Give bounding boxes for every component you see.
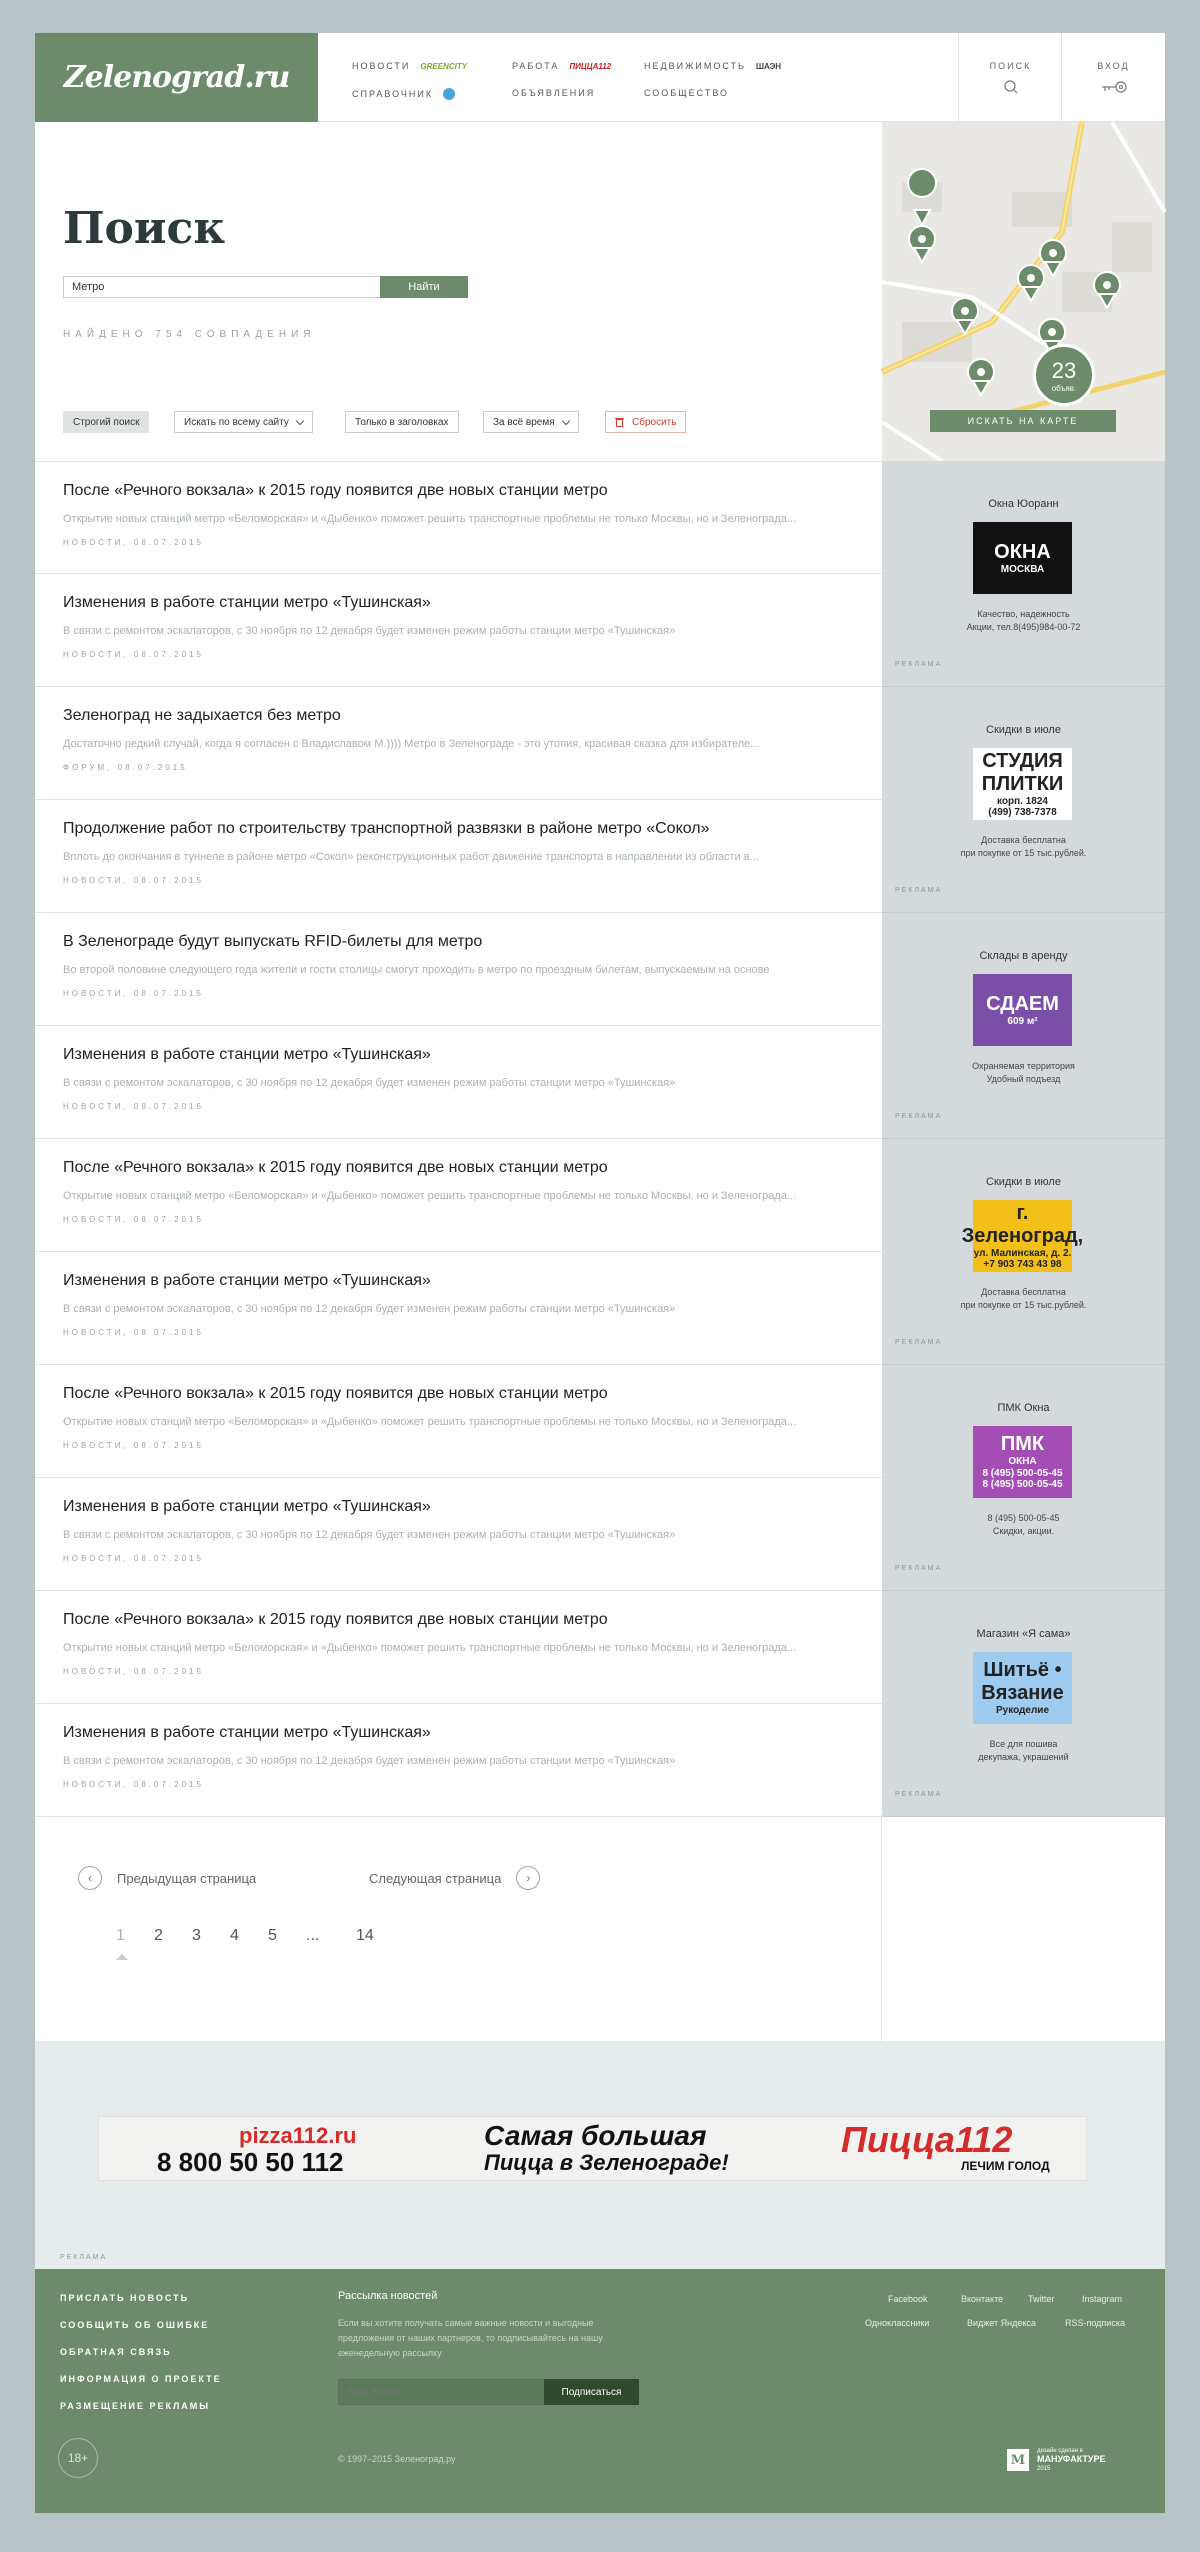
ad-label: РЕКЛАМА <box>895 1565 943 1572</box>
result-snippet: В связи с ремонтом эскалаторов, с 30 ноября по 12 декабря будет изменен режим работы станции метро «Тушинская» <box>63 1077 676 1089</box>
nav-ads-label: ОБЪЯВЛЕНИЯ <box>512 88 596 98</box>
period-select[interactable] <box>483 411 579 433</box>
footer-link[interactable]: ИНФОРМАЦИЯ О ПРОЕКТЕ <box>60 2374 222 2384</box>
pagination <box>35 1814 882 2041</box>
ad-image[interactable] <box>973 1426 1072 1498</box>
page-number[interactable]: 3 <box>192 1927 201 1944</box>
result-meta: НОВОСТИ, 08.07.2015 <box>63 1215 204 1224</box>
page <box>35 33 1165 2513</box>
results-map[interactable] <box>882 122 1165 461</box>
search-result[interactable] <box>35 1365 882 1478</box>
ad-image-text: 609 м² <box>1007 1015 1038 1027</box>
chevron-down-icon <box>296 416 304 424</box>
nav-realty-label: НЕДВИЖИМОСТЬ <box>644 61 746 71</box>
ads-sidebar <box>882 461 1165 1817</box>
search-result[interactable] <box>35 1478 882 1591</box>
result-snippet: В связи с ремонтом эскалаторов, с 30 ноября по 12 декабря будет изменен режим работы станции метро «Тушинская» <box>63 1529 676 1541</box>
banner-brand-sub: ЛЕЧИМ ГОЛОД <box>961 2159 1050 2173</box>
ad-image-text: Рукоделие <box>995 1705 1050 1717</box>
social-facebook[interactable]: Facebook <box>888 2294 928 2304</box>
result-title-link[interactable]: После «Речного вокзала» к 2015 году появится две новых станции метро <box>63 1611 608 1628</box>
yandex-widget-link[interactable]: Виджет Яндекса <box>967 2318 1036 2328</box>
copyright: © 1997–2015 Зеленоград.ру <box>338 2454 456 2464</box>
sidebar-ad[interactable] <box>882 913 1165 1139</box>
banner-phone: 8 800 50 50 112 <box>157 2147 344 2177</box>
result-title-link[interactable]: В Зеленограде будут выпускать RFID-билеты для метро <box>63 933 483 950</box>
footer-links <box>60 2293 222 2411</box>
nav-community-label: СООБЩЕСТВО <box>644 88 730 98</box>
banner-ad-label: РЕКЛАМА <box>60 2254 108 2261</box>
banner-slogan-1: Самая большая <box>484 2120 707 2151</box>
result-meta: НОВОСТИ, 08.07.2015 <box>63 1441 204 1450</box>
chevron-down-icon <box>561 416 569 424</box>
result-snippet: Вплоть до окончания в туннеле в районе метро «Сокол» реконструкционных работ движение транспорта в направлении из области в... <box>63 851 759 863</box>
page-title: Поиск <box>63 203 226 254</box>
newsletter-title: Рассылка новостей <box>338 2290 438 2302</box>
nav-community[interactable] <box>644 88 729 98</box>
maker-logo-icon: M <box>1007 2449 1029 2471</box>
ad-image-text: СТУДИЯ ПЛИТКИ <box>981 749 1064 795</box>
ad-description: Качество, надежность Акции, тел.8(495)984-00-72 <box>966 609 1081 632</box>
ad-title: Магазин «Я сама» <box>976 1628 1071 1640</box>
site-logo[interactable] <box>35 33 318 122</box>
age-rating-badge: 18+ <box>58 2438 98 2478</box>
subscribe-button[interactable]: Подписаться <box>544 2379 639 2405</box>
banner-zone <box>35 2041 1165 2269</box>
ad-description: Доставка бесплатна при покупке от 15 тыс.рублей. <box>960 835 1087 858</box>
directory-icon <box>443 88 455 100</box>
titles-only-label: Только в заголовках <box>355 416 449 428</box>
header-search-label: ПОИСК <box>989 60 1032 71</box>
result-snippet: Во второй половине следующего года жители и гости столицы смогут проходить в метро по проездным билетам, выпускаемым на основе <box>63 964 770 976</box>
result-meta: НОВОСТИ, 08.07.2015 <box>63 1667 204 1676</box>
result-title-link[interactable]: После «Речного вокзала» к 2015 году появится две новых станции метро <box>63 1385 608 1402</box>
shaen-tag: ШАЭН <box>755 61 782 71</box>
titles-only-toggle[interactable] <box>345 411 459 433</box>
ad-image[interactable] <box>961 1200 1084 1272</box>
nav-jobs-label: РАБОТА <box>512 61 560 71</box>
strict-search-label: Строгий поиск <box>73 416 140 428</box>
search-result[interactable] <box>35 800 882 913</box>
result-title-link[interactable]: Изменения в работе станции метро «Тушинская» <box>63 1046 431 1063</box>
ad-description: Все для пошива декупажа, украшений <box>978 1739 1069 1762</box>
maker-pre: дизайн сделан в <box>1037 2448 1083 2454</box>
ad-image-text: СДАЕМ <box>986 992 1059 1015</box>
maker-credit[interactable] <box>1007 2447 1106 2473</box>
maker-name: МАНУФАКТУРЕ <box>1037 2454 1106 2464</box>
result-meta: НОВОСТИ, 08.07.2015 <box>63 1554 204 1563</box>
ad-image[interactable] <box>973 974 1072 1046</box>
prev-page-label: Предыдущая страница <box>117 1870 257 1886</box>
trash-icon <box>615 417 624 427</box>
page-number[interactable]: 1 <box>116 1927 125 1944</box>
footer-link[interactable]: РАЗМЕЩЕНИЕ РЕКЛАМЫ <box>60 2401 211 2411</box>
social-twitter[interactable]: Twitter <box>1028 2294 1055 2304</box>
ad-label: РЕКЛАМА <box>895 1339 943 1346</box>
nav-realty[interactable] <box>644 61 781 71</box>
page-number[interactable]: 2 <box>154 1927 163 1944</box>
result-title-link[interactable]: После «Речного вокзала» к 2015 году появится две новых станции метро <box>63 1159 608 1176</box>
ad-label: РЕКЛАМА <box>895 661 943 668</box>
search-on-map-button[interactable]: ИСКАТЬ НА КАРТЕ <box>930 410 1116 432</box>
ad-image-text: ПМК <box>1000 1433 1045 1456</box>
reset-label: Сбросить <box>632 416 677 428</box>
sidebar-ad[interactable] <box>882 687 1165 913</box>
nav-directory[interactable] <box>352 88 455 100</box>
results-count: НАЙДЕНО 754 СОВПАДЕНИЯ <box>63 329 316 340</box>
greencity-tag: GREENCITY <box>420 61 468 71</box>
ad-title: Скидки в июле <box>986 724 1061 736</box>
strict-search-toggle[interactable] <box>63 411 149 433</box>
sidebar-ad[interactable] <box>882 461 1165 687</box>
ad-image-text: МОСКВА <box>1000 563 1045 575</box>
ad-title: Склады в аренду <box>979 950 1068 962</box>
result-meta: НОВОСТИ, 08.07.2015 <box>63 538 204 547</box>
reset-button[interactable] <box>605 411 686 433</box>
page-number[interactable]: 14 <box>356 1927 374 1944</box>
ad-image-text: ул. Малинская, д. 2. <box>973 1247 1072 1259</box>
rss-link[interactable]: RSS-подписка <box>1065 2318 1125 2328</box>
ad-image-text: корп. 1824 <box>997 795 1048 807</box>
footer <box>35 2269 1165 2513</box>
search-icon <box>1003 79 1019 95</box>
result-snippet: В связи с ремонтом эскалаторов, с 30 ноября по 12 декабря будет изменен режим работы станции метро «Тушинская» <box>63 1755 676 1767</box>
ad-image-text: +7 903 743 43 98 <box>983 1259 1062 1270</box>
results-list <box>35 461 882 1817</box>
result-snippet: Открытие новых станций метро «Беломорская» и «Дыбенко» поможет решить транспортные проблемы не только Москвы, но и Зеленограда... <box>63 513 797 525</box>
map-count-badge[interactable] <box>1033 344 1095 406</box>
result-snippet: Открытие новых станций метро «Беломорская» и «Дыбенко» поможет решить транспортные проблемы не только Москвы, но и Зеленограда... <box>63 1642 797 1654</box>
result-snippet: В связи с ремонтом эскалаторов, с 30 ноября по 12 декабря будет изменен режим работы станции метро «Тушинская» <box>63 625 676 637</box>
result-meta: НОВОСТИ, 08.07.2015 <box>63 989 204 998</box>
search-result[interactable] <box>35 1026 882 1139</box>
ad-description: 8 (495) 500-05-45 Скидки, акции. <box>987 1513 1060 1536</box>
social-odnoklassniki[interactable]: Одноклассники <box>865 2318 930 2328</box>
social-vkontakte[interactable]: Вконтакте <box>961 2294 1004 2304</box>
ad-image[interactable] <box>973 1652 1072 1724</box>
prev-page-link[interactable] <box>78 1866 256 1890</box>
maker-text <box>1037 2447 1106 2473</box>
ad-image-text: 8 (495) 500-05-45 <box>982 1479 1063 1491</box>
newsletter-email-input[interactable] <box>338 2379 545 2405</box>
result-snippet: Открытие новых станций метро «Беломорская» и «Дыбенко» поможет решить транспортные проблемы не только Москвы, но и Зеленограда... <box>63 1190 797 1202</box>
header-login[interactable] <box>1061 33 1165 122</box>
nav-news[interactable] <box>352 61 467 71</box>
footer-link[interactable]: ОБРАТНАЯ СВЯЗЬ <box>60 2347 172 2357</box>
search-result[interactable] <box>35 1704 882 1817</box>
result-title-link[interactable]: После «Речного вокзала» к 2015 году появится две новых станции метро <box>63 482 608 499</box>
page-ellipsis: ... <box>306 1927 320 1944</box>
next-page-link[interactable] <box>369 1866 540 1890</box>
sidebar-ad[interactable] <box>882 1139 1165 1365</box>
page-number[interactable]: 5 <box>268 1927 277 1944</box>
footer-link[interactable]: ПРИСЛАТЬ НОВОСТЬ <box>60 2293 190 2303</box>
page-numbers <box>116 1927 394 1945</box>
search-result[interactable] <box>35 574 882 687</box>
nav-directory-label: СПРАВОЧНИК <box>352 89 434 99</box>
ad-image-text: 8 (495) 500-05-45 <box>982 1467 1063 1479</box>
nav-ads[interactable] <box>512 88 595 98</box>
result-meta: НОВОСТИ, 08.07.2015 <box>63 1328 204 1337</box>
result-meta: НОВОСТИ, 08.07.2015 <box>63 650 204 659</box>
result-title-link[interactable]: Зеленоград не задыхается без метро <box>63 707 341 724</box>
search-result[interactable] <box>35 1252 882 1365</box>
search-result[interactable] <box>35 461 882 574</box>
nav-jobs[interactable] <box>512 61 611 71</box>
map-count-value: 23 <box>1051 357 1077 383</box>
ad-title: Скидки в июле <box>986 1176 1061 1188</box>
result-snippet: Достаточно редкий случай, когда я согласен с Владиславом М.)))) Метро в Зеленограде - это утопия, красивая сказка для избирателе... <box>63 738 760 750</box>
map-count-unit: объяв. <box>1051 383 1077 393</box>
result-meta: НОВОСТИ, 08.07.2015 <box>63 876 204 885</box>
search-result[interactable] <box>35 687 882 800</box>
header <box>35 33 1165 122</box>
result-meta: ФОРУМ, 08.07.2015 <box>63 763 188 772</box>
search-result[interactable] <box>35 913 882 1026</box>
arrow-left-icon: ‹ <box>78 1866 102 1890</box>
search-result[interactable] <box>35 1591 882 1704</box>
period-select-label: За всё время <box>493 416 555 428</box>
result-snippet: Открытие новых станций метро «Беломорская» и «Дыбенко» поможет решить транспортные проблемы не только Москвы, но и Зеленограда... <box>63 1416 797 1428</box>
footer-link[interactable]: СООБЩИТЬ ОБ ОШИБКЕ <box>60 2320 210 2330</box>
banner-site: pizza112.ru <box>239 2123 357 2148</box>
key-icon <box>1100 79 1128 95</box>
scope-select-label: Искать по всему сайту <box>184 416 289 428</box>
newsletter-text: Если вы хотите получать самые важные новости и выгодные предложения от наших партнеров, то подписывайтесь на нашу еженедельную рассылку <box>338 2318 603 2358</box>
ad-label: РЕКЛАМА <box>895 1791 943 1798</box>
result-title-link[interactable]: Изменения в работе станции метро «Тушинская» <box>63 1272 431 1289</box>
ad-label: РЕКЛАМА <box>895 887 943 894</box>
result-title-link[interactable]: Изменения в работе станции метро «Тушинская» <box>63 594 431 611</box>
maker-year: 2015 <box>1037 2466 1051 2472</box>
current-page-marker <box>116 1954 128 1960</box>
social-instagram[interactable]: Instagram <box>1082 2294 1123 2304</box>
sidebar-ad[interactable] <box>882 1365 1165 1591</box>
result-title-link[interactable]: Изменения в работе станции метро «Тушинская» <box>63 1724 431 1741</box>
scope-select[interactable] <box>174 411 313 433</box>
ad-image-text: ОКНА <box>994 540 1051 563</box>
result-title-link[interactable]: Продолжение работ по строительству транспортной развязки в районе метро «Сокол» <box>63 820 710 837</box>
ad-image[interactable] <box>973 748 1072 820</box>
header-search[interactable] <box>958 33 1062 122</box>
result-meta: НОВОСТИ, 08.07.2015 <box>63 1102 204 1111</box>
ad-title: Окна Юоранн <box>988 498 1059 510</box>
ad-image-text: (499) 738-7378 <box>988 807 1057 818</box>
ad-description: Охраняемая территория Удобный подъезд <box>972 1061 1075 1084</box>
result-meta: НОВОСТИ, 08.07.2015 <box>63 1780 204 1789</box>
pizza-banner[interactable] <box>98 2116 1087 2181</box>
ad-image-text: ОКНА <box>1008 1456 1037 1468</box>
result-title-link[interactable]: Изменения в работе станции метро «Тушинская» <box>63 1498 431 1515</box>
banner-brand: Пицца112 <box>841 2119 1013 2160</box>
ad-description: Доставка бесплатна при покупке от 15 тыс.рублей. <box>960 1287 1087 1310</box>
ad-label: РЕКЛАМА <box>895 1113 943 1120</box>
logo-text: Zelenograd.ru <box>63 60 290 95</box>
result-snippet: В связи с ремонтом эскалаторов, с 30 ноября по 12 декабря будет изменен режим работы станции метро «Тушинская» <box>63 1303 676 1315</box>
nav-news-label: НОВОСТИ <box>352 61 411 71</box>
pizza-tag: ПИЦЦА112 <box>569 61 612 71</box>
search-input[interactable] <box>63 276 381 298</box>
banner-slogan-2: Пицца в Зеленограде! <box>484 2150 729 2175</box>
search-button[interactable]: Найти <box>380 276 468 298</box>
ad-title: ПМК Окна <box>997 1402 1050 1414</box>
arrow-right-icon: › <box>516 1866 540 1890</box>
ad-image[interactable] <box>973 522 1072 594</box>
search-result[interactable] <box>35 1139 882 1252</box>
header-login-label: ВХОД <box>1097 60 1130 71</box>
sidebar-ad[interactable] <box>882 1591 1165 1817</box>
ad-image-text: г. Зеленоград, <box>961 1201 1084 1247</box>
next-page-label: Следующая страница <box>369 1870 502 1886</box>
ad-image-text: Шитьё • Вязание <box>981 1659 1064 1705</box>
page-number[interactable]: 4 <box>230 1927 239 1944</box>
